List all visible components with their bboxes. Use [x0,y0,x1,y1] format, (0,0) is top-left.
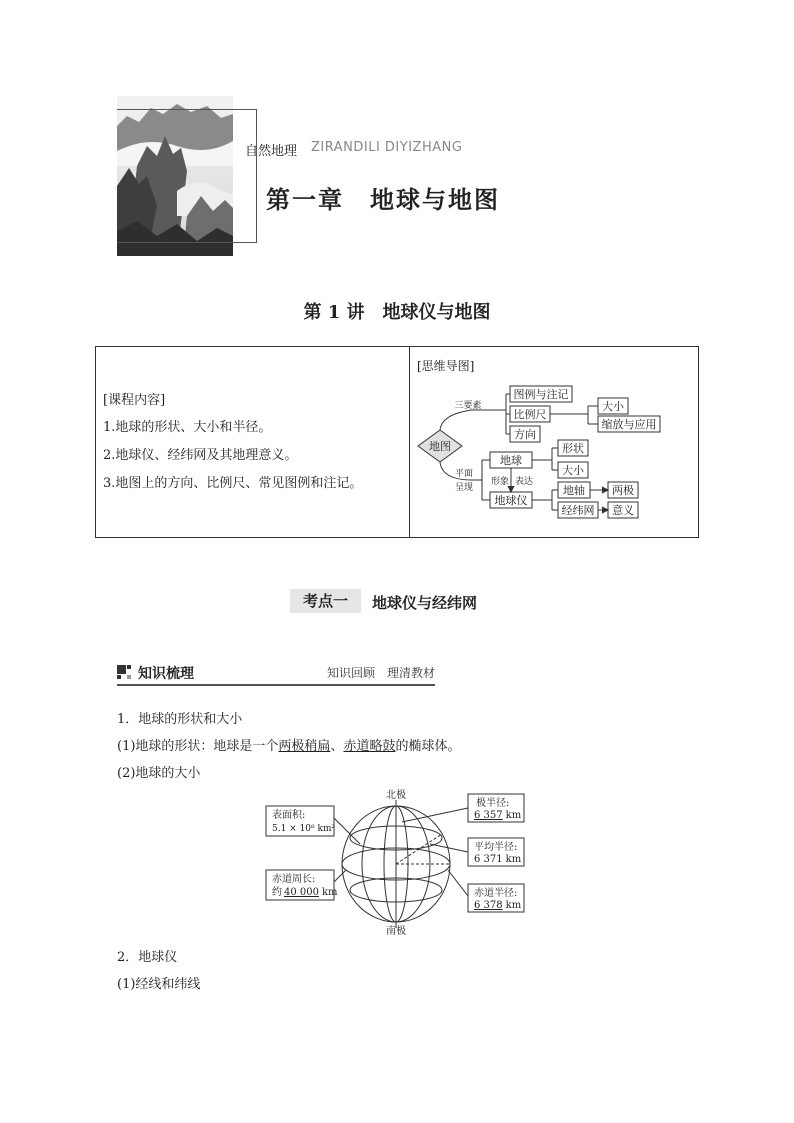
underlined-answer: 两极稍扁 [278,739,331,754]
polar-radius-number: 6 357 [474,810,503,821]
knowledge-title: 知识梳理 [138,666,194,682]
mindmap-node: 图例与注记 [513,388,569,401]
mindmap-label: 表达 [514,477,534,487]
paragraph-text: (1)地球的形状：地球是一个 [117,739,279,754]
mindmap-node: 缩放与应用 [601,418,657,431]
section-heading: 2．地球仪 [117,950,178,965]
paragraph: (1)经线和纬线 [117,977,201,992]
polar-radius-unit: km [505,810,522,821]
north-pole-label: 北极 [386,790,406,801]
mean-radius-number: 6 371 [474,854,503,865]
header-frame [117,109,257,243]
area-label: 表面积: [272,810,306,821]
knowledge-square-icon [117,665,131,679]
mindmap-heading: [思维导图] [417,359,475,373]
mindmap-node: 地球仪 [494,494,528,507]
equator-length-number: 40 000 [284,887,319,898]
course-item: 2.地球仪、经纬网及其地理意义。 [103,448,298,463]
mindmap-node: 方向 [514,428,536,441]
earth-size-figure [262,788,528,936]
paragraph: (2)地球的大小 [117,766,201,781]
equator-radius-unit: km [505,900,522,911]
mindmap-node: 地轴 [563,484,585,497]
paragraph-text: 、 [330,739,344,754]
mind-map-diagram [412,376,696,524]
mindmap-label: 三要素 [454,401,482,411]
divider [117,684,435,686]
lecture-title: 第 1 讲 地球仪与地图 [303,302,491,323]
mindmap-label: 平面 [454,469,474,479]
paragraph [117,735,460,754]
mindmap-node: 两极 [612,484,634,497]
course-item: 1.地球的形状、大小和半径。 [103,420,272,435]
equator-radius-number: 6 378 [474,900,503,911]
mean-radius-unit: km [505,854,522,865]
mindmap-label: 形象 [490,477,510,487]
course-item: 3.地图上的方向、比例尺、常见图例和注记。 [103,476,363,491]
mean-radius-value [474,854,522,865]
equator-length-label: 赤道周长: [272,874,316,885]
topic-badge: 考点一 [290,589,361,613]
mindmap-root: 地图 [429,440,451,453]
mindmap-node: 地球 [500,454,522,467]
section-label-english: ZIRANDILI DIYIZHANG [311,140,463,155]
equator-length-unit: km [322,887,338,898]
table-divider [409,346,410,538]
course-content-heading: [课程内容] [103,393,166,408]
mindmap-node: 大小 [562,464,584,477]
equator-radius-value [474,900,522,911]
mindmap-node: 形状 [562,442,584,455]
mindmap-label: 呈现 [454,483,474,493]
mindmap-node: 比例尺 [513,408,547,421]
section-heading: 1．地球的形状和大小 [117,712,243,727]
mindmap-node: 大小 [602,400,624,413]
equator-radius-label: 赤道半径: [474,888,518,899]
section-label: 自然地理 [245,144,298,159]
knowledge-subtitle: 知识回顾 理清教材 [327,666,436,680]
south-pole-label: 南极 [386,926,406,936]
polar-radius-label: 极半径: [476,798,510,809]
area-value: 5.1 × 10⁸ km² [272,824,336,834]
mindmap-node: 意义 [612,504,634,517]
topic-title: 地球仪与经纬网 [372,594,478,612]
mean-radius-label: 平均半径: [474,842,518,853]
polar-radius-value [474,810,522,821]
mindmap-node: 经纬网 [561,504,595,517]
equator-length-value [272,885,338,898]
paragraph-text: 的椭球体。 [395,739,461,754]
underlined-answer: 赤道略鼓 [343,739,396,754]
equator-length-prefix: 约 [272,887,282,898]
chapter-title: 第一章 地球与地图 [266,186,500,214]
